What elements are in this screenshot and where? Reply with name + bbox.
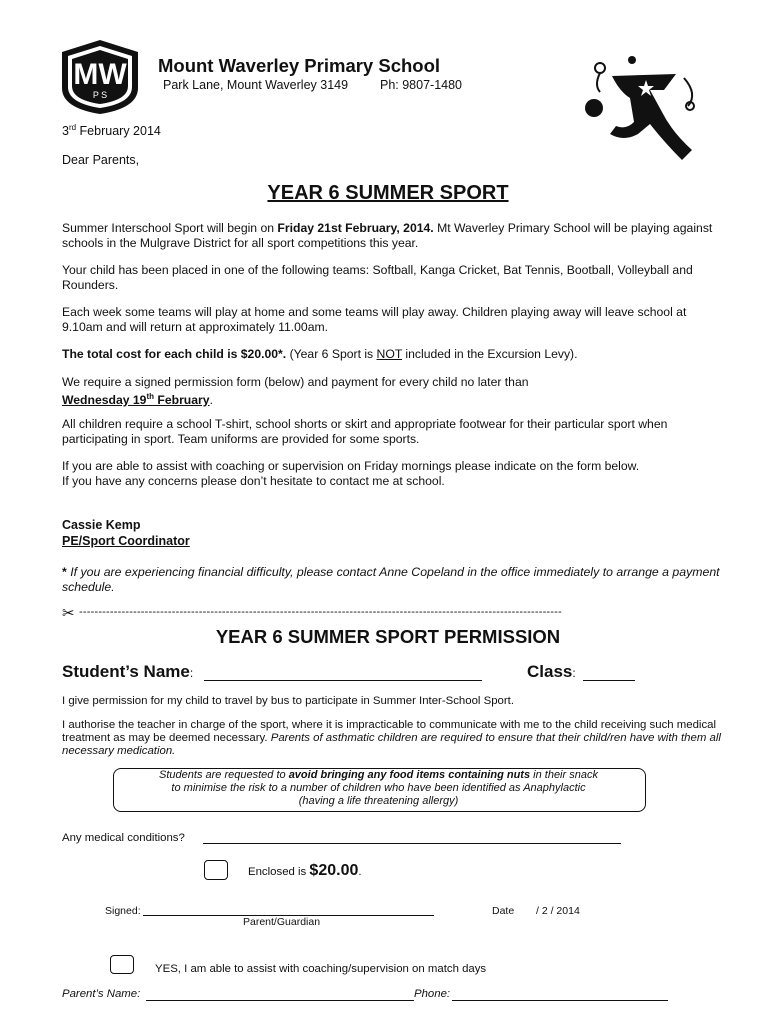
- letter-title: YEAR 6 SUMMER SPORT: [267, 182, 509, 204]
- school-phone: Ph: 9807-1480: [380, 78, 463, 92]
- student-name-label: Student’s Name:: [62, 662, 194, 681]
- cut-line: -----------------------------------------------------------------------------------------------------------------------------: [79, 606, 562, 618]
- permission-travel: I give permission for my child to travel by bus to participate in Summer Inter-School Sport.: [62, 695, 515, 707]
- paragraph-start-date: Summer Interschool Sport will begin on Friday 21st February, 2014. Mt Waverley Primary School will be playing against schools in the Mulgrave District for all sport competitions this year.: [62, 221, 713, 250]
- medical-label: Any medical conditions?: [62, 832, 185, 844]
- paragraph-home-away: Each week some teams will play at home and some teams will play away. Children playing away will leave school at 9.10am and will return at approximately 11.00am.: [62, 305, 687, 334]
- signature-role: PE/Sport Coordinator: [62, 534, 190, 548]
- logo-ps: P S: [92, 90, 108, 100]
- student-name-field[interactable]: [204, 680, 482, 681]
- school-address: Park Lane, Mount Waverley 3149: [163, 78, 349, 92]
- assist-checkbox[interactable]: [110, 955, 134, 974]
- paragraph-uniform: All children require a school T-shirt, school shorts or skirt and appropriate footwear for their particular sport when participating in sport. Team uniforms are provided for some sports.: [62, 417, 668, 446]
- nuts-notice-text: Students are requested to avoid bringing any food items containing nuts in their snack to minimise the risk to a number of children who have been identified as Anaphylactic (having a life threatening allergy): [159, 769, 598, 807]
- scissors-icon: ✂: [62, 604, 75, 622]
- school-name: Mount Waverley Primary School: [158, 55, 441, 76]
- logo-letters: MW: [73, 58, 127, 91]
- class-field[interactable]: [583, 680, 635, 681]
- signature-name: Cassie Kemp: [62, 518, 141, 532]
- footnote-financial: * If you are experiencing financial difficulty, please contact Anne Copeland in the office immediately to arrange a payment schedule.: [62, 565, 720, 594]
- form-title: YEAR 6 SUMMER SPORT PERMISSION: [215, 626, 561, 647]
- parent-name-field[interactable]: [146, 1000, 414, 1001]
- salutation: Dear Parents,: [62, 153, 140, 167]
- paragraph-deadline: We require a signed permission form (below) and payment for every child no later than Wednesday 19th February.: [62, 375, 529, 407]
- letter-date: 3rd February 2014: [62, 123, 161, 139]
- sport-runner-icon: [580, 50, 700, 170]
- phone-label: Phone:: [414, 988, 451, 1000]
- date-value[interactable]: / 2 / 2014: [536, 905, 580, 917]
- date-label: Date: [492, 905, 515, 917]
- paragraph-teams: Your child has been placed in one of the following teams: Softball, Kanga Cricket, Bat Tennis, Bootball, Volleyball and Rounders.: [62, 263, 693, 292]
- paragraph-cost: The total cost for each child is $20.00*. (Year 6 Sport is NOT included in the Excursion Levy).: [62, 347, 578, 361]
- signed-label: Signed:: [105, 905, 141, 917]
- permission-medical: I authorise the teacher in charge of the sport, where it is impracticable to communicate with me to the child receiving such medical treatment as may be deemed necessary. Parents of asthmatic children are required to ensure that their child/ren have with them all necessary medication.: [62, 719, 721, 757]
- paragraph-assist: If you are able to assist with coaching or supervision on Friday mornings please indicate on the form below. If you have any concerns please don’t hesitate to contact me at school.: [62, 459, 640, 488]
- enclosed-checkbox[interactable]: [204, 860, 228, 880]
- phone-field[interactable]: [452, 1000, 668, 1001]
- parent-name-label: Parent’s Name:: [62, 988, 141, 1000]
- enclosed-text: Enclosed is $20.00.: [248, 862, 362, 879]
- school-logo: [56, 38, 144, 116]
- class-label: Class:: [527, 662, 576, 681]
- medical-field[interactable]: [203, 843, 621, 844]
- parent-guardian-caption: Parent/Guardian: [243, 916, 321, 928]
- assist-label: YES, I am able to assist with coaching/supervision on match days: [155, 963, 487, 975]
